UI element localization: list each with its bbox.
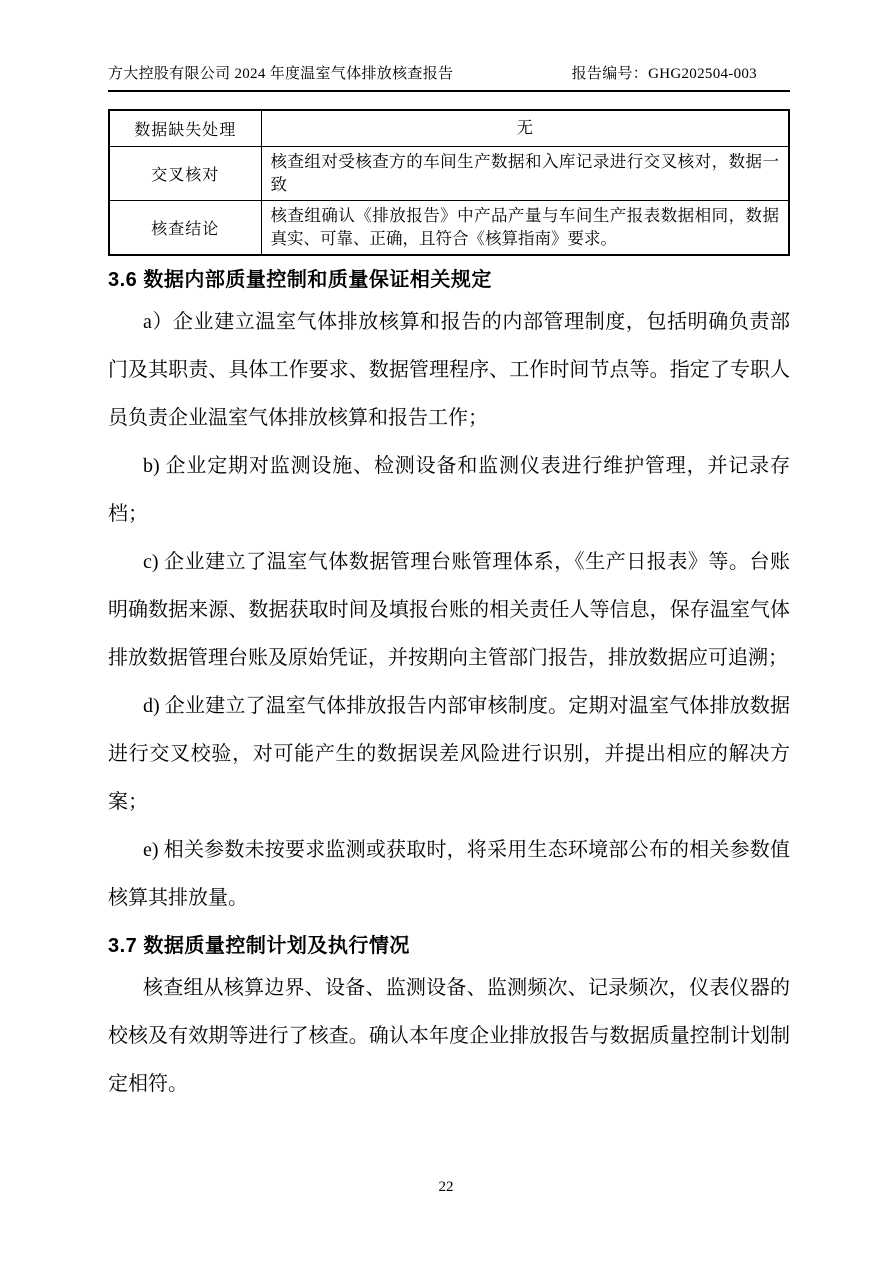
section-heading-3-7: 3.7 数据质量控制计划及执行情况 — [108, 934, 410, 957]
paragraph: 核查组从核算边界、设备、监测设备、监测频次、记录频次，仪表仪器的校核及有效期等进行了核查。确认本年度企业排放报告与数据质量控制计划制定相符。 — [108, 976, 790, 1095]
page-header — [108, 62, 790, 92]
table-row — [109, 146, 789, 200]
table-row-label: 核查结论 — [109, 200, 261, 255]
table-row — [109, 200, 789, 255]
section-heading-3-6: 3.6 数据内部质量控制和质量保证相关规定 — [108, 268, 492, 291]
section-3-6-body — [108, 298, 790, 922]
table-row-value: 核查组对受核查方的车间生产数据和入库记录进行交叉核对，数据一致 — [261, 146, 789, 200]
header-report-number: 报告编号：GHG202504-003 — [571, 66, 757, 82]
table-row — [109, 110, 789, 146]
paragraph-a: a）企业建立温室气体排放核算和报告的内部管理制度，包括明确负责部门及其职责、具体工作要求、数据管理程序、工作时间节点等。指定了专职人员负责企业温室气体排放核算和报告工作； — [108, 310, 790, 429]
paragraph-e: e) 相关参数未按要求监测或获取时，将采用生态环境部公布的相关参数值核算其排放量。 — [108, 838, 790, 909]
verification-table — [108, 109, 790, 256]
table-row-label: 数据缺失处理 — [109, 110, 261, 146]
page-number: 22 — [438, 1179, 454, 1195]
paragraph-b: b) 企业定期对监测设施、检测设备和监测仪表进行维护管理，并记录存档； — [108, 454, 790, 525]
section-3-7-body — [108, 964, 790, 1108]
paragraph-d: d) 企业建立了温室气体排放报告内部审核制度。定期对温室气体排放数据进行交叉校验，对可能产生的数据误差风险进行识别，并提出相应的解决方案； — [108, 694, 790, 813]
header-title: 方大控股有限公司 2024 年度温室气体排放核查报告 — [108, 66, 454, 82]
table-row-value: 无 — [261, 110, 789, 146]
table-row-value: 核查组确认《排放报告》中产品产量与车间生产报表数据相同，数据真实、可靠、正确，且符合《核算指南》要求。 — [261, 200, 789, 255]
paragraph-c: c) 企业建立了温室气体数据管理台账管理体系，《生产日报表》等。台账明确数据来源、数据获取时间及填报台账的相关责任人等信息，保存温室气体排放数据管理台账及原始凭证，并按期向主管部门报告，排放数据应可追溯； — [108, 550, 790, 669]
table-row-label: 交叉核对 — [109, 146, 261, 200]
